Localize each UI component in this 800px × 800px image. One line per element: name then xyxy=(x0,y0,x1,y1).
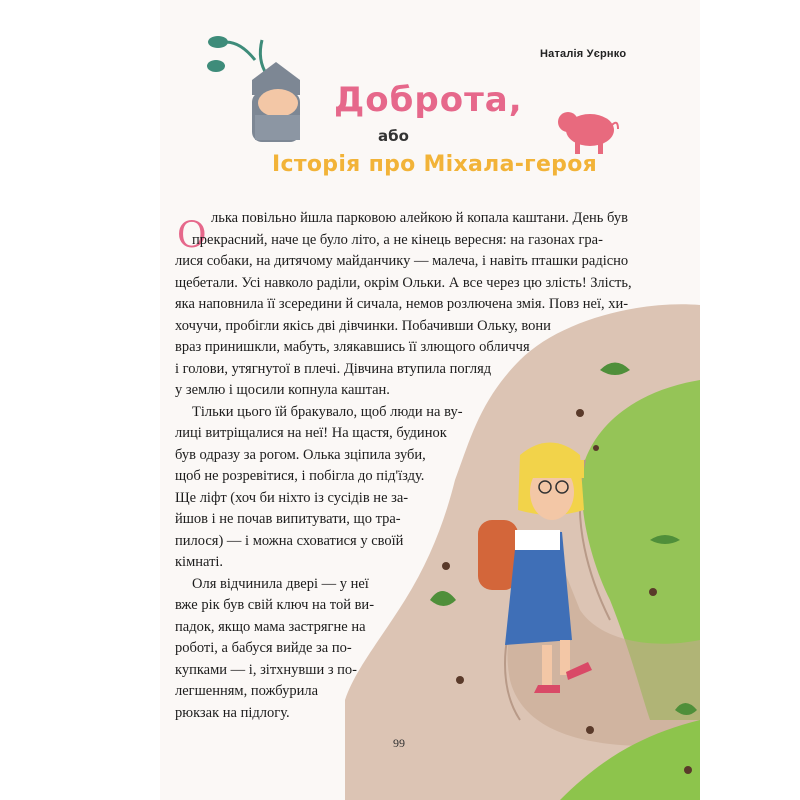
page-number: 99 xyxy=(393,736,405,750)
title-connector: або xyxy=(378,127,409,145)
story-line: яка наповнила її зсередини й сичала, немов розлючена змія. Повз неї, хи- xyxy=(175,296,629,312)
story-line: Тільки цього їй бракувало, щоб люди на ву- xyxy=(192,403,463,420)
story-line: хочучи, пробігли якісь дві дівчинки. Побачивши Ольку, вони xyxy=(175,317,551,334)
story-line: Ще ліфт (хоч би ніхто із сусідів не за- xyxy=(175,489,409,506)
story-line: лиці витріщалися на неї! На щастя, будинок xyxy=(175,425,447,441)
page-subtitle: Історія про Міхала-героя xyxy=(272,152,598,177)
story-line: легшенням, пожбурила xyxy=(175,683,319,699)
story-line: кімнаті. xyxy=(175,554,224,570)
story-line: роботі, а бабуся вийде за по- xyxy=(175,640,352,656)
story-line: йшов і не почав випитувати, що тра- xyxy=(175,511,401,527)
story-line: враз принишкли, мабуть, злякавшись її злющого обличчя xyxy=(175,339,530,355)
story-line: був одразу за рогом. Олька зціпила зуби, xyxy=(175,446,426,463)
story-line: щоб не розревітися, і побігла до під'їзду. xyxy=(175,468,425,484)
story-line: купками — і, зітхнувши з по- xyxy=(175,661,358,678)
story-line: і голови, утягнутої в плечі. Дівчина втупила погляд xyxy=(175,360,492,377)
drop-cap: О xyxy=(177,215,207,256)
story-line: щебетали. Усі навколо раділи, окрім Ольки. А все через цю злість! Злість, xyxy=(175,274,632,291)
story-line: пилося) — і можна сховатися у своїй xyxy=(175,532,404,549)
story-line: рюкзак на підлогу. xyxy=(175,704,290,721)
story-line: Оля відчинила двері — у неї xyxy=(192,575,369,592)
story-line: лька повільно йшла парковою алейкою й копала каштани. День був xyxy=(211,210,628,226)
author-name: Наталія Уєрнко xyxy=(540,48,627,60)
page-title: Доброта, xyxy=(334,80,523,120)
story-line: у землю і щосили копнула каштан. xyxy=(175,382,390,398)
story-line: прекрасний, наче це було літо, а не кінець вересня: на газонах гра- xyxy=(192,231,603,248)
story-line: вже рік був свій ключ на той ви- xyxy=(175,597,375,613)
story-line: падок, якщо мама застрягне на xyxy=(175,618,366,635)
story-line: лися собаки, на дитячому майданчику — малеча, і навіть пташки радісно xyxy=(175,253,629,269)
